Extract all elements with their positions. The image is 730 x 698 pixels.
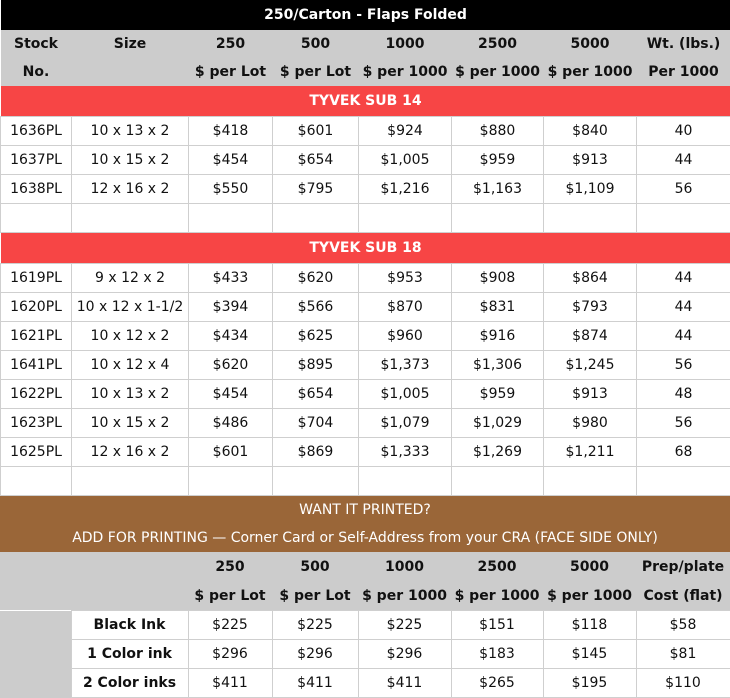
table-cell: $916 [452,322,544,351]
table-cell: 40 [637,117,730,146]
table-cell: $1,005 [359,380,452,409]
blank-cell [544,467,637,496]
table-cell: $1,005 [359,146,452,175]
printing-banner [0,496,730,552]
table-cell: 56 [637,175,730,204]
table-cell: 9 x 12 x 2 [72,264,189,293]
printing-header-row-2 [0,581,730,611]
table-cell: $704 [273,409,359,438]
table-cell: $1,269 [452,438,544,467]
printing-price-cell: $296 [358,640,451,669]
table-cell: 56 [637,409,730,438]
table-cell: $913 [544,146,637,175]
table-cell: $1,211 [544,438,637,467]
table-cell: $620 [273,264,359,293]
printing-price-cell: $145 [543,640,636,669]
table-cell: $486 [189,409,273,438]
table-cell: $870 [359,293,452,322]
table-row [1,380,730,409]
blank-cell [0,669,71,698]
blank-cell [637,204,730,233]
table-cell: $454 [189,380,273,409]
printing-price-cell: $411 [188,669,272,698]
table-row [1,293,730,322]
printing-column-header: $ per Lot [272,581,358,611]
printing-price-cell: $151 [451,611,543,640]
blank-cell [189,467,273,496]
printing-column-header: 250 [188,552,272,581]
table-row [1,409,730,438]
column-subheader: Per 1000 [637,58,730,86]
table-cell: 1622PL [1,380,72,409]
column-subheader: $ per Lot [273,58,359,86]
table-cell: 44 [637,264,730,293]
ink-option-label: 1 Color ink [71,640,188,669]
table-cell: 48 [637,380,730,409]
table-cell: $895 [273,351,359,380]
table-cell: 10 x 12 x 2 [72,322,189,351]
table-cell: $1,216 [359,175,452,204]
printing-price-cell: $81 [636,640,730,669]
table-row [1,438,730,467]
table-row [1,175,730,204]
table-cell: 1620PL [1,293,72,322]
table-title-row [1,0,730,30]
table-cell: 12 x 16 x 2 [72,175,189,204]
table-cell: $601 [273,117,359,146]
table-cell: 10 x 15 x 2 [72,409,189,438]
printing-subheading: ADD FOR PRINTING — Corner Card or Self-Address from your CRA (FACE SIDE ONLY) [0,524,730,552]
printing-price-cell: $225 [272,611,358,640]
section-header-row [1,86,730,117]
column-header: 2500 [452,30,544,58]
printing-price-cell: $296 [188,640,272,669]
table-cell: $1,029 [452,409,544,438]
printing-price-cell: $118 [543,611,636,640]
table-cell: 10 x 12 x 4 [72,351,189,380]
printing-column-header: 1000 [358,552,451,581]
printing-column-header: $ per Lot [188,581,272,611]
printing-price-cell: $411 [272,669,358,698]
blank-cell [1,467,72,496]
printing-column-header: 500 [272,552,358,581]
table-cell: $980 [544,409,637,438]
table-cell: 1641PL [1,351,72,380]
printing-price-cell: $225 [188,611,272,640]
printing-price-cell: $58 [636,611,730,640]
blank-cell [359,204,452,233]
table-cell: 1637PL [1,146,72,175]
blank-row [1,204,730,233]
column-header: Wt. (lbs.) [637,30,730,58]
table-cell: $566 [273,293,359,322]
table-row [1,351,730,380]
table-cell: 12 x 16 x 2 [72,438,189,467]
table-cell: $959 [452,380,544,409]
blank-cell [1,204,72,233]
blank-cell [189,204,273,233]
table-row [1,146,730,175]
printing-price-cell: $265 [451,669,543,698]
printing-price-cell: $195 [543,669,636,698]
table-cell: $620 [189,351,273,380]
table-cell: $880 [452,117,544,146]
printing-row [0,611,730,640]
column-subheader: $ per 1000 [359,58,452,86]
blank-cell [452,204,544,233]
table-cell: 44 [637,293,730,322]
blank-cell [0,640,71,669]
blank-cell [273,467,359,496]
table-cell: $795 [273,175,359,204]
table-cell: $601 [189,438,273,467]
column-header: Size [72,30,189,58]
table-cell: $418 [189,117,273,146]
table-cell: $654 [273,380,359,409]
table-cell: $433 [189,264,273,293]
table-cell: 44 [637,322,730,351]
printing-row [0,669,730,698]
blank-row [1,467,730,496]
column-subheader [72,58,189,86]
table-cell: 1619PL [1,264,72,293]
table-cell: $1,079 [359,409,452,438]
blank-cell [72,467,189,496]
table-row [1,322,730,351]
blank-cell [0,611,71,640]
printing-price-cell: $296 [272,640,358,669]
table-cell: $1,333 [359,438,452,467]
table-cell: 10 x 15 x 2 [72,146,189,175]
section-title: TYVEK SUB 18 [1,233,730,264]
table-cell: $960 [359,322,452,351]
table-cell: $454 [189,146,273,175]
table-cell: 1621PL [1,322,72,351]
printing-row [0,640,730,669]
blank-header-cell [0,581,188,611]
table-cell: $959 [452,146,544,175]
header-row-1 [1,30,730,58]
printing-column-header: $ per 1000 [543,581,636,611]
table-cell: $793 [544,293,637,322]
ink-option-label: 2 Color inks [71,669,188,698]
table-cell: 1625PL [1,438,72,467]
table-cell: $924 [359,117,452,146]
printing-price-cell: $411 [358,669,451,698]
printing-column-header: Cost (flat) [636,581,730,611]
printing-column-header: Prep/plate [636,552,730,581]
table-cell: $874 [544,322,637,351]
table-cell: $831 [452,293,544,322]
printing-column-header: $ per 1000 [451,581,543,611]
blank-cell [452,467,544,496]
table-cell: $1,373 [359,351,452,380]
printing-heading: WANT IT PRINTED? [0,496,730,524]
blank-cell [359,467,452,496]
table-cell: $434 [189,322,273,351]
printing-column-header: $ per 1000 [358,581,451,611]
blank-cell [72,204,189,233]
table-cell: 10 x 12 x 1-1/2 [72,293,189,322]
table-row [1,117,730,146]
blank-cell [637,467,730,496]
table-row [1,264,730,293]
column-subheader: No. [1,58,72,86]
printing-price-cell: $110 [636,669,730,698]
table-cell: 1638PL [1,175,72,204]
table-cell: 68 [637,438,730,467]
table-cell: $654 [273,146,359,175]
table-cell: $625 [273,322,359,351]
column-header: Stock [1,30,72,58]
table-cell: 10 x 13 x 2 [72,117,189,146]
section-title: TYVEK SUB 14 [1,86,730,117]
table-cell: $840 [544,117,637,146]
table-cell: 1623PL [1,409,72,438]
section-header-row [1,233,730,264]
printing-column-header: 2500 [451,552,543,581]
column-subheader: $ per 1000 [452,58,544,86]
table-cell: $869 [273,438,359,467]
table-cell: $1,109 [544,175,637,204]
printing-price-cell: $225 [358,611,451,640]
blank-cell [273,204,359,233]
printing-header-row-1 [0,552,730,581]
column-header: 500 [273,30,359,58]
column-header: 250 [189,30,273,58]
table-cell: 10 x 13 x 2 [72,380,189,409]
ink-option-label: Black Ink [71,611,188,640]
printing-column-header: 5000 [543,552,636,581]
table-cell: 56 [637,351,730,380]
column-subheader: $ per Lot [189,58,273,86]
table-title: 250/Carton - Flaps Folded [1,0,730,30]
printing-table [0,552,730,698]
column-subheader: $ per 1000 [544,58,637,86]
table-cell: $864 [544,264,637,293]
table-cell: 44 [637,146,730,175]
table-cell: $1,163 [452,175,544,204]
blank-cell [544,204,637,233]
table-cell: $908 [452,264,544,293]
table-cell: $1,245 [544,351,637,380]
table-cell: $550 [189,175,273,204]
table-cell: 1636PL [1,117,72,146]
header-row-2 [1,58,730,86]
column-header: 1000 [359,30,452,58]
table-cell: $913 [544,380,637,409]
printing-price-cell: $183 [451,640,543,669]
table-cell: $953 [359,264,452,293]
table-cell: $1,306 [452,351,544,380]
table-cell: $394 [189,293,273,322]
blank-header-cell [0,552,188,581]
column-header: 5000 [544,30,637,58]
